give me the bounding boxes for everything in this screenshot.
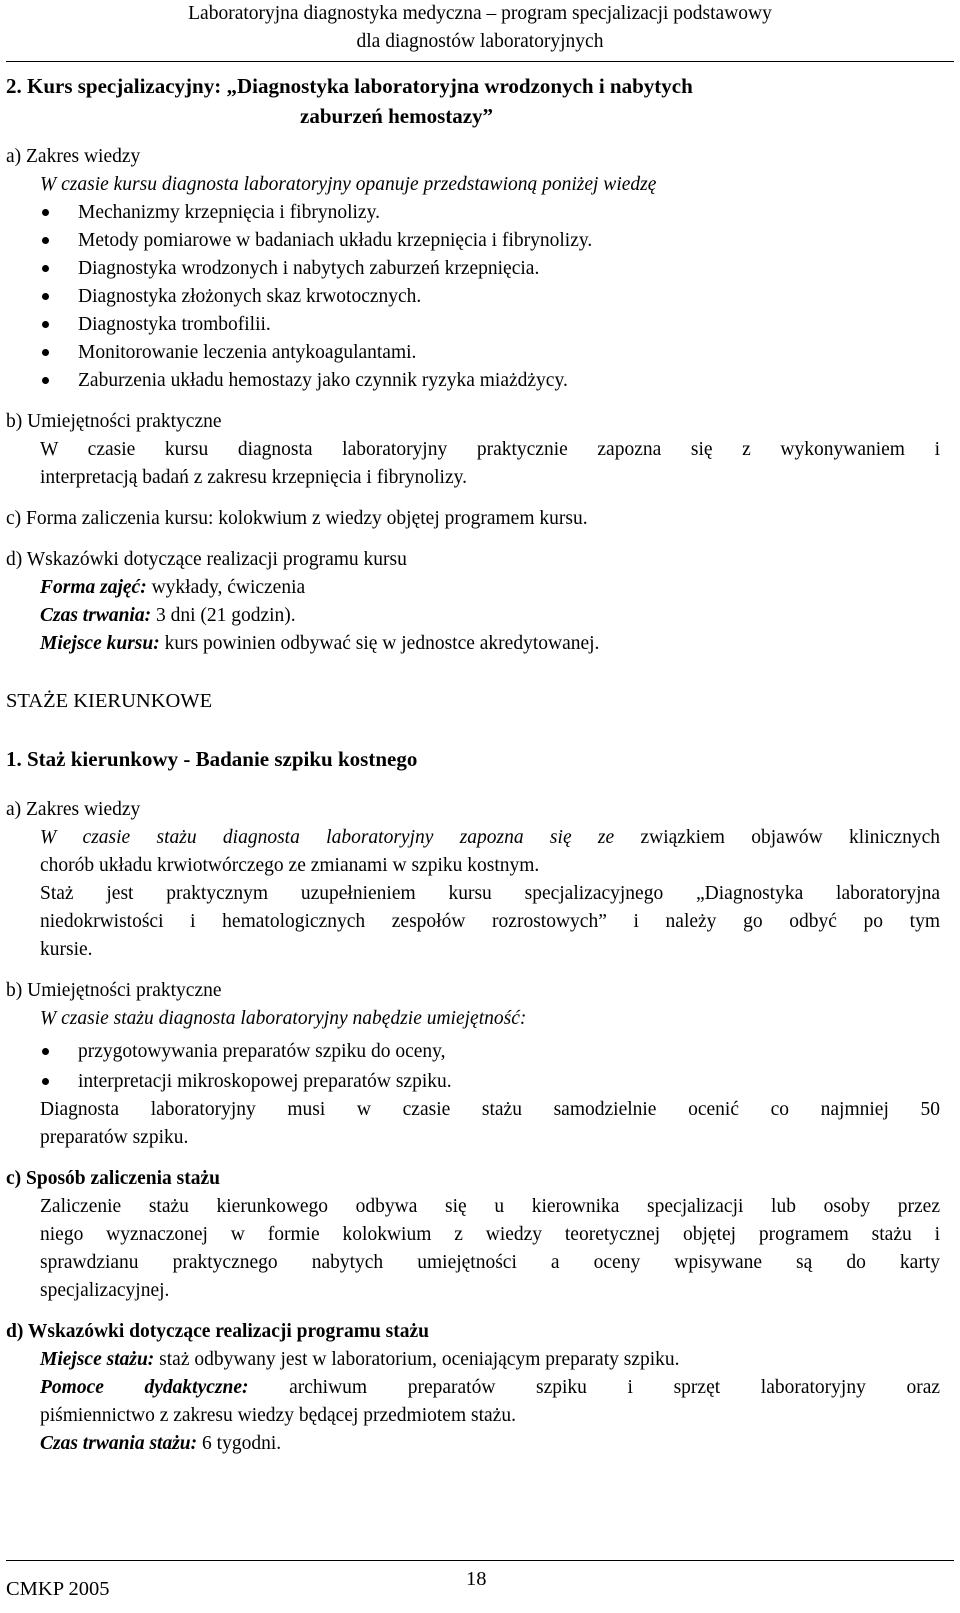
section-title: STAŻE KIERUNKOWE [6,690,213,712]
bullet-icon [40,255,50,265]
course-b-line-2: interpretacją badań z zakresu krzepnięcia i fibrynolizy. [40,467,467,488]
course-title-line-1: 2. Kurs specjalizacyjny: „Diagnostyka laboratoryjna wrodzonych i nabytych [6,74,693,98]
internship-a-line-2: chorób układu krwiotwórczego ze zmianami w szpiku kostnym. [40,855,540,876]
course-a-heading: a) Zakres wiedzy [6,146,141,167]
internship-place-label: Miejsce stażu: [40,1349,155,1370]
internship-aids-value-1: archiwum preparatów szpiku i sprzęt laboratoryjny oraz [248,1377,940,1398]
list-item: Diagnostyka złożonych skaz krwotocznych. [78,286,422,307]
internship-aids-label: Pomoce dydaktyczne: [40,1377,249,1398]
course-place [40,630,599,658]
course-form [40,574,305,602]
course-time [40,602,296,630]
page-number: 18 [466,1568,487,1590]
internship-a-heading: a) Zakres wiedzy [6,799,141,820]
bullet-icon [40,283,50,293]
bullet-icon [40,311,50,321]
list-item: Diagnostyka wrodzonych i nabytych zaburzeń krzepnięcia. [78,258,540,279]
course-time-label: Czas trwania: [40,605,152,626]
internship-place-value: staż odbywany jest w laboratorium, oceniającym preparaty szpiku. [154,1349,680,1370]
bullet-icon [40,1068,50,1078]
header-divider [6,61,954,62]
internship-b-line-2: preparatów szpiku. [40,1127,189,1148]
course-form-label: Forma zajęć: [40,577,147,598]
course-title-line-2: zaburzeń hemostazy” [300,104,494,128]
internship-c-line-2: niego wyznaczonej w formie kolokwium z wiedzy teoretycznej objętej programem stażu i [40,1224,940,1245]
bullet-icon [40,367,50,377]
bullet-icon [40,1038,50,1048]
course-place-label: Miejsce kursu: [40,633,160,654]
internship-b-heading: b) Umiejętności praktyczne [6,980,222,1001]
list-item: przygotowywania preparatów szpiku do oceny, [78,1041,446,1062]
course-d-heading: d) Wskazówki dotyczące realizacji programu kursu [6,549,407,570]
header-line-2: dla diagnostów laboratoryjnych [356,31,604,52]
internship-aids [40,1374,940,1402]
internship-a-line-1 [40,824,940,852]
course-c [6,505,588,533]
course-b-heading: b) Umiejętności praktyczne [6,411,222,432]
bullet-icon [40,227,50,237]
course-form-value: wykłady, ćwiczenia [146,577,306,598]
running-header [0,0,960,56]
internship-a-line-1-rest: związkiem objawów klinicznych [614,827,940,848]
course-c-text: kolokwium z wiedzy objętej programem kursu. [213,508,588,529]
internship-time [40,1430,281,1458]
internship-b-line-1: Diagnosta laboratoryjny musi w czasie stażu samodzielnie ocenić co najmniej 50 [40,1099,940,1120]
course-place-value: kurs powinien odbywać się w jednostce akredytowanej. [159,633,600,654]
course-c-heading: c) Forma zaliczenia kursu: [6,508,214,529]
internship-time-label: Czas trwania stażu: [40,1433,198,1454]
internship-c-line-4: specjalizacyjnej. [40,1280,170,1301]
course-b-line-1: W czasie kursu diagnosta laboratoryjny praktycznie zapozna się z wykonywaniem i [40,439,940,460]
internship-c-line-1: Zaliczenie stażu kierunkowego odbywa się u kierownika specjalizacji lub osoby przez [40,1196,940,1217]
internship-c-line-3: sprawdzianu praktycznego nabytych umiejętności a oceny wpisywane są do karty [40,1252,940,1273]
footer-left: CMKP 2005 [6,1578,110,1600]
bullet-icon [40,339,50,349]
list-item: interpretacji mikroskopowej preparatów szpiku. [78,1071,452,1092]
list-item: Metody pomiarowe w badaniach układu krzepnięcia i fibrynolizy. [78,230,593,251]
course-time-value: 3 dni (21 godzin). [151,605,296,626]
internship-title: 1. Staż kierunkowy - Badanie szpiku kostnego [6,747,418,771]
list-item: Diagnostyka trombofilii. [78,314,271,335]
internship-aids-value-2: piśmiennictwo z zakresu wiedzy będącej przedmiotem stażu. [40,1405,516,1426]
list-item: Monitorowanie leczenia antykoagulantami. [78,342,417,363]
internship-a-line-5: kursie. [40,939,93,960]
internship-d-heading: d) Wskazówki dotyczące realizacji programu stażu [6,1321,429,1342]
internship-c-heading: c) Sposób zaliczenia stażu [6,1168,220,1189]
list-item: Mechanizmy krzepnięcia i fibrynolizy. [78,202,380,223]
list-item: Zaburzenia układu hemostazy jako czynnik ryzyka miażdżycy. [78,370,568,391]
internship-b-intro: W czasie stażu diagnosta laboratoryjny nabędzie umiejętność: [40,1008,527,1029]
internship-time-value: 6 tygodni. [197,1433,282,1454]
course-a-intro: W czasie kursu diagnosta laboratoryjny opanuje przedstawioną poniżej wiedzę [40,174,657,195]
internship-a-line-1-italic: W czasie stażu diagnosta laboratoryjny zapozna się ze [40,827,615,848]
footer-divider [6,1560,954,1561]
internship-a-line-3: Staż jest praktycznym uzupełnieniem kursu specjalizacyjnego „Diagnostyka laboratoryjna [40,883,940,904]
bullet-icon [40,199,50,209]
internship-place [40,1346,680,1374]
header-line-1: Laboratoryjna diagnostyka medyczna – program specjalizacji podstawowy [188,3,772,24]
internship-a-line-4: niedokrwistości i hematologicznych zespołów rozrostowych” i należy go odbyć po tym [40,911,940,932]
